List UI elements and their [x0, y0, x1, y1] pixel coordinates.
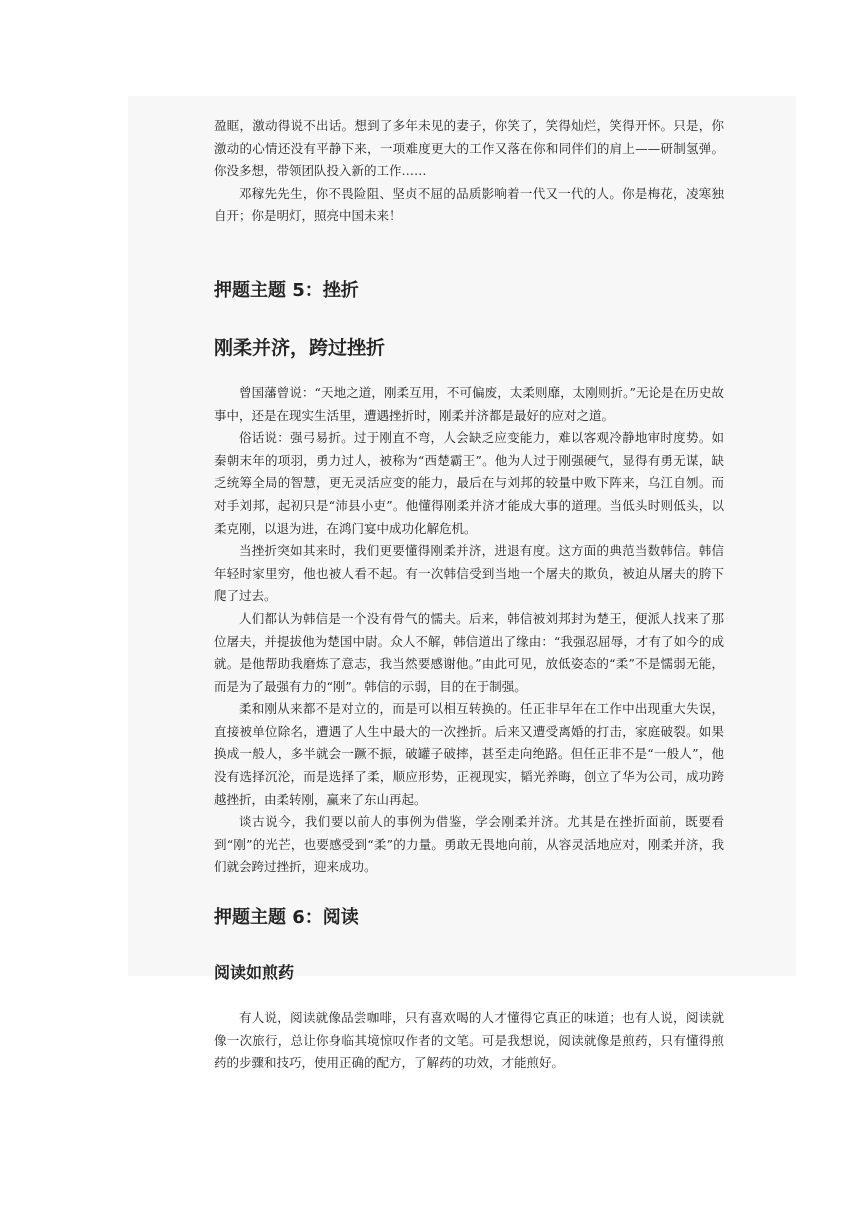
intro-paragraph-1: 盈眶，激动得说不出话。想到了多年未见的妻子，你笑了，笑得灿烂，笑得开怀。只是，你激动的心情还没有平静下来，一项难度更大的工作又落在你和同伴们的肩上——研制氢弹。你没多想，带领团队投入新的工作…… — [214, 118, 724, 179]
section5-topic-heading: 押题主题 5：挫折 — [214, 279, 359, 301]
section5-paragraph: 谈古说今，我们要以前人的事例为借鉴，学会刚柔并济。尤其是在挫折面前，既要看到“刚”的光芒，也要感受到“柔”的力量。勇敢无畏地向前，从容灵活地应对，刚柔并济，我们就会跨过挫折，迎来成功。 — [214, 814, 724, 875]
section5-paragraph: 当挫折突如其来时，我们更要懂得刚柔并济，进退有度。这方面的典范当数韩信。韩信年轻时家里穷，他也被人看不起。有一次韩信受到当地一个屠夫的欺负，被迫从屠夫的胯下爬了过去。 — [214, 543, 724, 604]
section5-essay-body — [214, 382, 724, 879]
section6-paragraph: 有人说，阅读就像品尝咖啡，只有喜欢喝的人才懂得它真正的味道；也有人说，阅读就像一次旅行，总让你身临其境惊叹作者的文笔。可是我想说，阅读就像是煎药，只有懂得煎药的步骤和技巧，使用正确的配方，了解药的功效，才能煎好。 — [214, 1010, 724, 1071]
section5-essay-title: 刚柔并济，跨过挫折 — [214, 336, 386, 359]
section5-paragraph: 曾国藩曾说：“天地之道，刚柔互用，不可偏废，太柔则靡，太刚则折。”无论是在历史故事中，还是在现实生活里，遭遇挫折时，刚柔并济都是最好的应对之道。 — [214, 384, 724, 423]
section5-paragraph: 柔和刚从来都不是对立的，而是可以相互转换的。任正非早年在工作中出现重大失误，直接被单位除名，遭遇了人生中最大的一次挫折。后来又遭受离婚的打击，家庭破裂。如果换成一般人，多半就会一蹶不振，破罐子破摔，甚至走向绝路。但任正非不是“一般人”，他没有选择沉沦，而是选择了柔，顺应形势，正视现实，韬光养晦，创立了华为公司，成功跨越挫折，由柔转刚，赢来了东山再起。 — [214, 701, 724, 807]
intro-paragraph-2: 邓稼先先生，你不畏险阻、坚贞不屈的品质影响着一代又一代的人。你是梅花，凌寒独自开；你是明灯，照亮中国未来！ — [214, 185, 724, 224]
section6-topic-heading: 押题主题 6：阅读 — [214, 907, 359, 929]
section6-essay-body — [214, 1007, 724, 1075]
document-body — [214, 115, 724, 1075]
section5-paragraph: 俗话说：强弓易折。过于刚直不弯，人会缺乏应变能力，难以客观冷静地审时度势。如秦朝末年的项羽，勇力过人，被称为“西楚霸王”。他为人过于刚强硬气，显得有勇无谋，缺乏统筹全局的智慧，更无灵活应变的能力，最后在与刘邦的较量中败下阵来，乌江自刎。而对手刘邦，起初只是“沛县小吏”。他懂得刚柔并济才能成大事的道理。当低头时则低头，以柔克刚，以退为进，在鸿门宴中成功化解危机。 — [214, 430, 724, 536]
section5-paragraph: 人们都认为韩信是一个没有骨气的懦夫。后来，韩信被刘邦封为楚王，便派人找来了那位屠夫，并提拔他为楚国中尉。众人不解，韩信道出了缘由：“我强忍屈辱，才有了如今的成就。是他帮助我磨炼了意志，我当然要感谢他。”由此可见，放低姿态的“柔”不是懦弱无能，而是为了最强有力的“刚”。韩信的示弱，目的在于制强。 — [214, 610, 724, 694]
section6-essay-title: 阅读如煎药 — [214, 963, 295, 983]
